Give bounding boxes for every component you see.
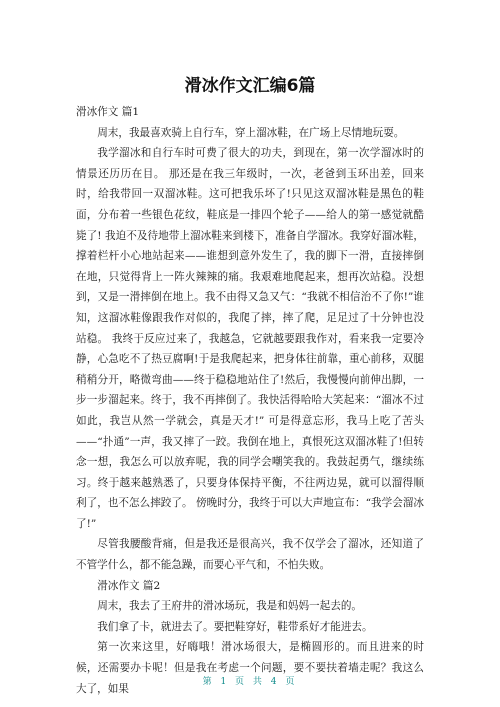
section-heading: 滑冰作文 篇1 [76, 106, 140, 118]
paragraph: 我们拿了卡，就进去了。要把鞋穿好，鞋带系好才能进去。 [97, 620, 373, 633]
page-number-footer: 第 1 页 共 4 页 [202, 677, 298, 687]
paragraph: 第一次来这里，好嗨哦！滑冰场很大，是椭圆形的。而且进来的时候，还需要办卡呢！但是我在考虑一个问题，要不要扶着墙走呢？我这么大了，如果 [76, 641, 424, 695]
paragraph: 我学溜冰和自行车时可费了很大的功夫，到现在，第一次学溜冰时的情景还历历在目。 那还是在我三年级时，一次，老爸到玉环出差，回来时，给我带回一双溜冰鞋。这可把我乐坏了!只见这双溜冰鞋是黑色的鞋面，分布着一些银色花纹，鞋底是一排四个轮子——给人的第一感觉就酷毙了! 我迫不及待地带上溜冰鞋来到楼下，准备自学溜冰。我穿好溜冰鞋，撑着栏杆小心地站起来——谁想到意外发生了，我的脚下一滑，直接摔倒在地，只觉得背上一阵火辣辣的痛。我艰难地爬起来，想再次站稳。没想到，又是一滑摔倒在地上。我不由得又急又气：“我就不相信治不了你!”谁知，这溜冰鞋像跟我作对似的，我爬了摔，摔了爬，足足过了十分钟也没站稳。 我终于反应过来了，我越急，它就越要跟我作对，看来我一定要冷静，心急吃不了热豆腐啊!于是我爬起来，把身体往前靠，重心前移，双腿稍稍分开，略微弯曲——终于稳稳地站住了!然后，我慢慢向前伸出脚，一步一步溜起来。终于，我不再摔倒了。我快活得哈哈大笑起来：“溜冰不过如此，我岂从然一学就会，真是天才!” 可是得意忘形，我马上吃了苦头——“扑通”一声，我又摔了一跤。我倒在地上，真恨死这双溜冰鞋了!但转念一想，我怎么可以放弃呢，我的同学会嘲笑我的。我鼓起勇气，继续练习。终于越来越熟悉了，只要身体保持平衡，不往两边晃，就可以溜得顺利了，也不怎么摔跤了。 傍晚时分，我终于可以大声地宣布：“我学会溜冰了!” [76, 147, 424, 530]
paragraph: 周末，我去了王府井的滑冰场玩，我是和妈妈一起去的。 [97, 600, 363, 613]
section-heading: 滑冰作文 篇2 [97, 579, 161, 592]
document-body [76, 102, 424, 699]
document-title: 滑冰作文汇编6篇 [184, 76, 316, 96]
paragraph: 周末，我最喜欢骑上自行车，穿上溜冰鞋，在广场上尽情地玩耍。 [97, 126, 405, 139]
paragraph: 尽管我腰酸背痛，但是我还是很高兴，我不仅学会了溜冰，还知道了不管学什么，都不能急躁，而要心平气和，不怕失败。 [76, 538, 424, 572]
